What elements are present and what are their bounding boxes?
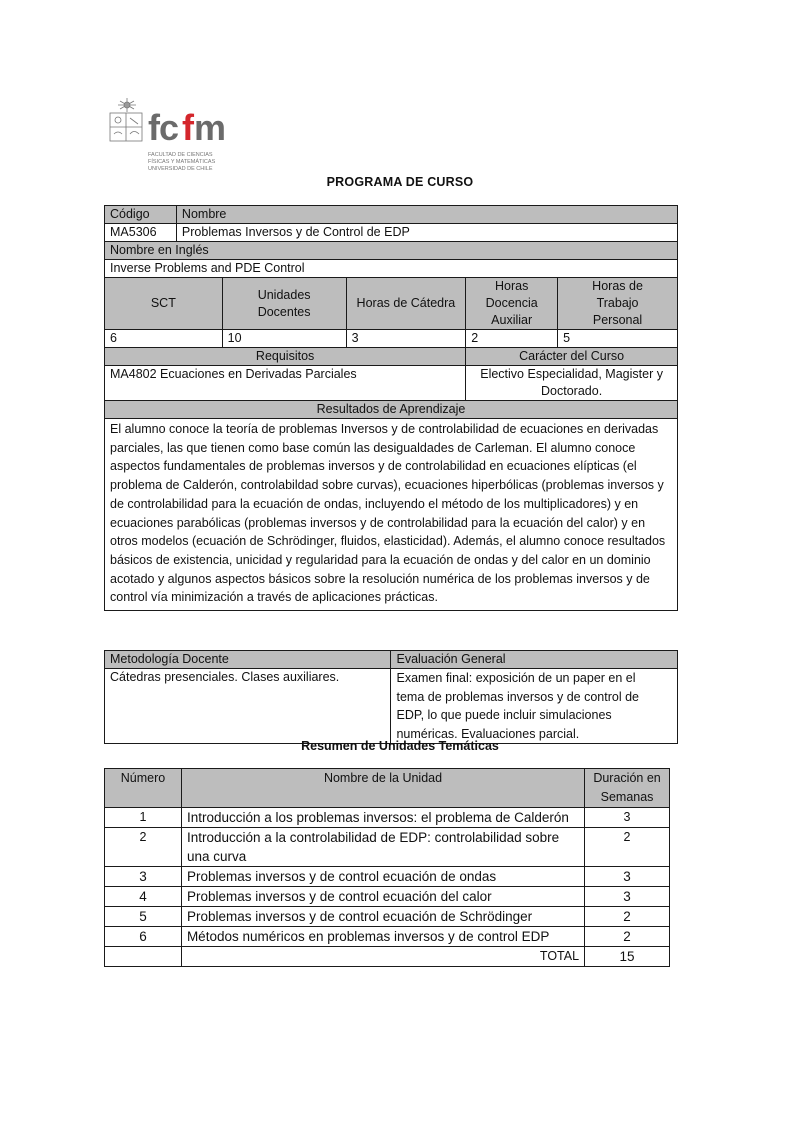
horas-auxiliar-header: Horas Docencia Auxiliar	[466, 278, 558, 330]
unidades-docentes-value: 10	[222, 330, 346, 348]
horas-catedra-value: 3	[346, 330, 466, 348]
unit-number: 3	[105, 867, 182, 887]
svg-text:fc: fc	[148, 107, 179, 148]
requisitos-label: Requisitos	[105, 348, 466, 366]
resultados-label: Resultados de Aprendizaje	[105, 401, 678, 419]
unit-weeks: 3	[585, 808, 670, 828]
table-row	[105, 907, 670, 927]
empty-cell	[105, 947, 182, 967]
number-header: Número	[105, 769, 182, 808]
svg-text:UNIVERSIDAD DE CHILE: UNIVERSIDAD DE CHILE	[148, 166, 213, 172]
sct-value: 6	[105, 330, 223, 348]
unit-name: Introducción a la controlabilidad de EDP: controlabilidad sobre una curva	[181, 828, 584, 867]
unit-number: 2	[105, 828, 182, 867]
horas-personal-header: Horas de Trabajo Personal	[558, 278, 678, 330]
horas-auxiliar-value: 2	[466, 330, 558, 348]
unit-number: 4	[105, 887, 182, 907]
unit-weeks: 2	[585, 907, 670, 927]
university-seal-icon	[108, 96, 233, 174]
code-label: Código	[105, 206, 177, 224]
total-row	[105, 947, 670, 967]
unit-number: 6	[105, 927, 182, 947]
svg-text:f: f	[182, 107, 194, 148]
unit-name: Introducción a los problemas inversos: el problema de Calderón	[181, 808, 584, 828]
svg-text:FACULTAD DE CIENCIAS: FACULTAD DE CIENCIAS	[148, 152, 213, 158]
table-row	[105, 887, 670, 907]
metodologia-label: Metodología Docente	[105, 651, 391, 669]
table-row	[105, 867, 670, 887]
evaluacion-value: Examen final: exposición de un paper en el tema de problemas inversos y de control de EDP, lo que puede incluir simulaciones numéricas. Evaluaciones parcial.	[391, 669, 678, 744]
sct-header: SCT	[105, 278, 223, 330]
table-row	[105, 808, 670, 828]
unidades-docentes-header: Unidades Docentes	[222, 278, 346, 330]
unit-number: 5	[105, 907, 182, 927]
units-table	[104, 768, 670, 967]
english-name-label: Nombre en Inglés	[105, 242, 678, 260]
methodology-table	[104, 650, 678, 744]
svg-text:FÍSICAS Y MATEMÁTICAS: FÍSICAS Y MATEMÁTICAS	[148, 159, 216, 165]
unit-weeks: 2	[585, 927, 670, 947]
course-name: Problemas Inversos y de Control de EDP	[176, 224, 677, 242]
unit-name: Métodos numéricos en problemas inversos y de control EDP	[181, 927, 584, 947]
duration-header: Duración en Semanas	[585, 769, 670, 808]
name-label: Nombre	[176, 206, 677, 224]
caracter-value: Electivo Especialidad, Magister y Doctorado.	[466, 366, 678, 401]
evaluacion-label: Evaluación General	[391, 651, 678, 669]
horas-personal-value: 5	[558, 330, 678, 348]
resultados-text: El alumno conoce la teoría de problemas Inversos y de controlabilidad de ecuaciones en derivadas parciales, las que tienen como base común las desigualdades de Carleman. El alumno conoce aspectos fundamentales de problemas inversos y de controlabilidad en ecuaciones elípticas (el problema de Calderón, controlabildad sobre curvas), ecuaciones hiperbólicas (problemas inversos y de controlabilidad para la ecuación de ondas, incluyendo el método de los multiplicadores) y en ecuaciones parabólicas (problemas inversos y de controlabilidad para la ecuación del calor) y en otros modelos (ecuación de Schrödinger, fluidos, elasticidad). Además, el alumno conoce resultados básicos de existencia, unicidad y regularidad para la ecuación de ondas y del calor en un dominio acotado y algunos aspectos básicos sobre la resolución numérica de los problemas inversos y de control vía minimización a través de aplicaciones prácticas.	[105, 419, 678, 611]
units-title: Resumen de Unidades Temáticas	[301, 739, 499, 753]
unit-name-header: Nombre de la Unidad	[181, 769, 584, 808]
table-row	[105, 828, 670, 867]
unit-weeks: 3	[585, 867, 670, 887]
unit-weeks: 2	[585, 828, 670, 867]
course-code: MA5306	[105, 224, 177, 242]
caracter-label: Carácter del Curso	[466, 348, 678, 366]
english-name: Inverse Problems and PDE Control	[105, 260, 678, 278]
fcfm-logo	[108, 96, 233, 174]
course-info-table	[104, 205, 678, 611]
metodologia-value: Cátedras presenciales. Clases auxiliares.	[105, 669, 391, 744]
unit-name: Problemas inversos y de control ecuación de Schrödinger	[181, 907, 584, 927]
table-row	[105, 927, 670, 947]
svg-text:m: m	[194, 107, 227, 148]
horas-catedra-header: Horas de Cátedra	[346, 278, 466, 330]
unit-name: Problemas inversos y de control ecuación del calor	[181, 887, 584, 907]
total-weeks: 15	[585, 947, 670, 967]
total-label: TOTAL	[181, 947, 584, 967]
page-title: PROGRAMA DE CURSO	[326, 175, 474, 189]
unit-number: 1	[105, 808, 182, 828]
requisitos-value: MA4802 Ecuaciones en Derivadas Parciales	[105, 366, 466, 401]
unit-name: Problemas inversos y de control ecuación de ondas	[181, 867, 584, 887]
unit-weeks: 3	[585, 887, 670, 907]
